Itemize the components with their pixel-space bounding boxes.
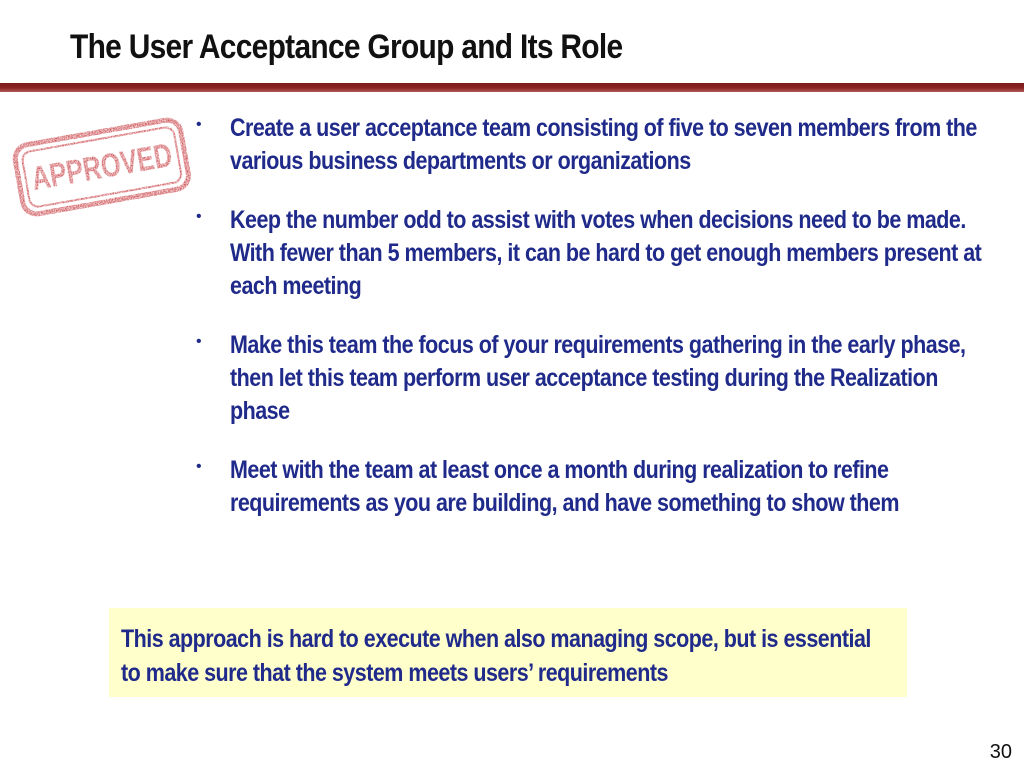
bullet-text: Meet with the team at least once a month during realization to refine requirements as you are building, and have something to show them	[230, 456, 899, 517]
stamp-label: APPROVED	[28, 128, 218, 198]
bullet-item	[196, 329, 1016, 428]
bullet-marker: •	[196, 333, 202, 350]
slide-title: The User Acceptance Group and Its Role	[70, 28, 623, 66]
page-number: 30	[989, 741, 1012, 763]
bullet-text: Create a user acceptance team consisting of five to seven members from the various business departments or organizations	[230, 114, 977, 175]
bullet-marker: •	[196, 208, 202, 225]
approved-stamp-icon	[10, 112, 218, 224]
bullet-item	[196, 204, 1016, 303]
title-divider	[0, 83, 1024, 92]
bullet-marker: •	[196, 116, 202, 133]
callout-text: This approach is hard to execute when also managing scope, but is essential to make sure that the system meets users’ requirements	[121, 625, 871, 687]
callout-box	[109, 608, 907, 697]
bullet-text: Keep the number odd to assist with votes when decisions need to be made. With fewer than 5 members, it can be hard to get enough members present at each meeting	[230, 206, 982, 300]
bullet-text: Make this team the focus of your requirements gathering in the early phase, then let this team perform user acceptance testing during the Realization phase	[230, 331, 966, 425]
bullet-item	[196, 112, 1016, 178]
bullet-marker: •	[196, 458, 202, 475]
bullet-list	[196, 112, 1016, 546]
bullet-item	[196, 454, 1016, 520]
